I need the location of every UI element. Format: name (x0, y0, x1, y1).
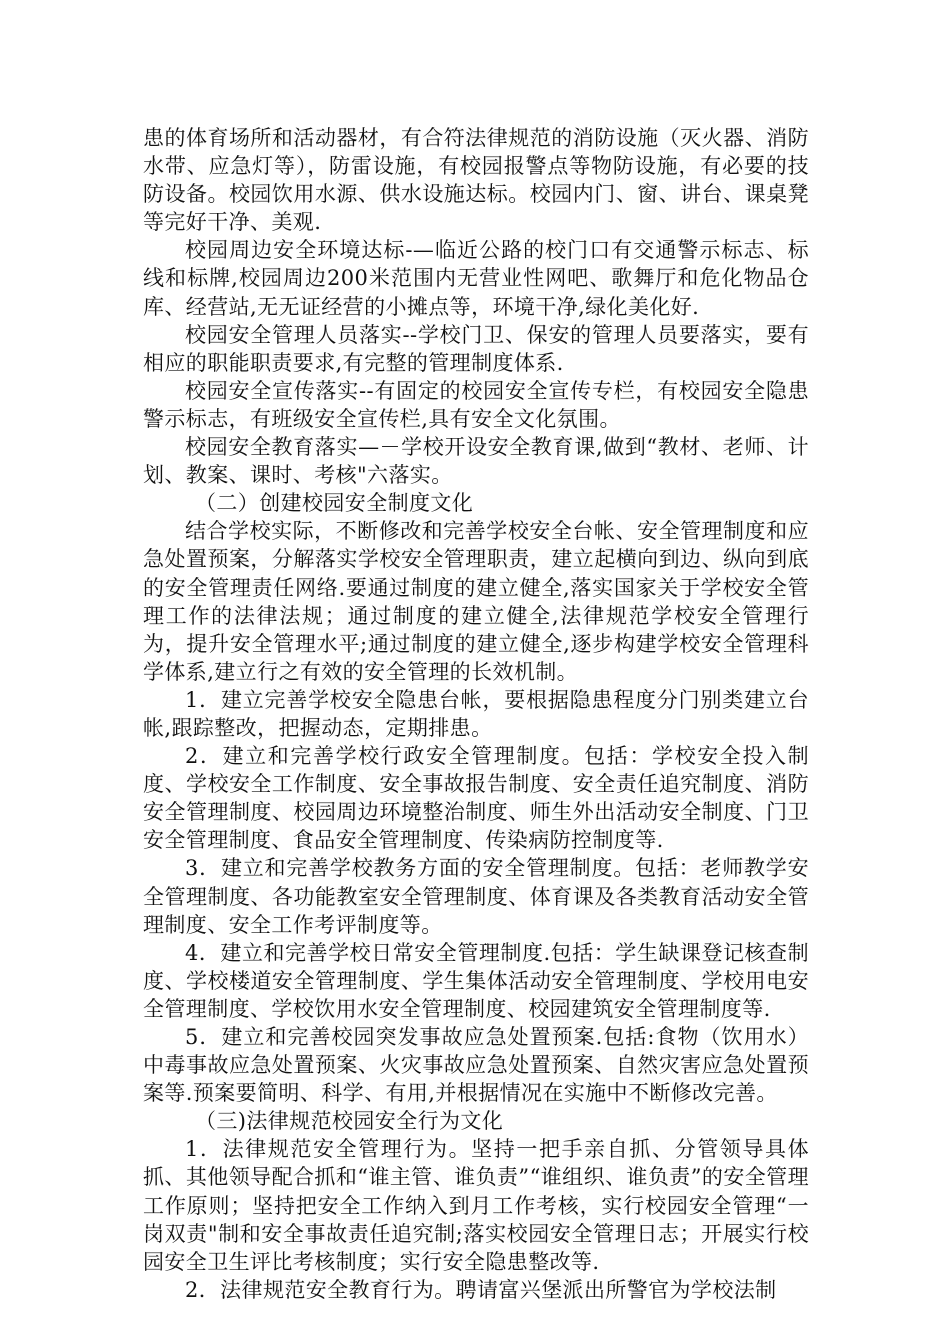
list-item-5: 5．建立和完善校园突发事故应急处置预案.包括:食物（饮用水）中毒事故应急处置预案、火灾事故应急处置预案、自然灾害应急处置预案等.预案要简明、科学、有用,并根据情况在实施中不断修改完善。 (143, 1025, 809, 1106)
list-item-2: 2．建立和完善学校行政安全管理制度。包括：学校安全投入制度、学校安全工作制度、安全事故报告制度、安全责任追究制度、消防安全管理制度、校园周边环境整治制度、师生外出活动安全制度、门卫安全管理制度、食品安全管理制度、传染病防控制度等. (143, 744, 809, 853)
paragraph-safety-education: 校园安全教育落实—－学校开设安全教育课,做到“教材、老师、计划、教案、课时、考核"六落实。 (143, 435, 809, 488)
list-item-3: 3．建立和完善学校教务方面的安全管理制度。包括：老师教学安全管理制度、各功能教室安全管理制度、体育课及各类教育活动安全管理制度、安全工作考评制度等。 (143, 856, 809, 937)
paragraph-facilities-continued: 患的体育场所和活动器材，有合符法律规范的消防设施（灭火器、消防水带、应急灯等），防雷设施，有校园报警点等物防设施，有必要的技防设备。校园饮用水源、供水设施达标。校园内门、窗、讲台、课桌凳等完好干净、美观. (143, 126, 809, 235)
list-item-behavior-1: 1．法律规范安全管理行为。坚持一把手亲自抓、分管领导具体抓、其他领导配合抓和“谁主管、谁负责”“谁组织、谁负责”的安全管理工作原则；坚持把安全工作纳入到月工作考核，实行校园安全管理“一岗双责"制和安全事故责任追究制;落实校园安全管理日志；开展实行校园安全卫生评比考核制度；实行安全隐患整改等. (143, 1137, 809, 1274)
section-heading-2: （二）创建校园安全制度文化 (195, 491, 474, 516)
list-item-4: 4．建立和完善学校日常安全管理制度.包括：学生缺课登记核查制度、学校楼道安全管理制度、学生集体活动安全管理制度、学校用电安全管理制度、学校饮用水安全管理制度、校园建筑安全管理制度等. (143, 940, 809, 1021)
paragraph-safety-publicity: 校园安全宣传落实--有固定的校园安全宣传专栏，有校园安全隐患警示标志，有班级安全宣传栏,具有安全文化氛围。 (143, 378, 809, 431)
list-item-behavior-2: 2．法律规范安全教育行为。聘请富兴堡派出所警官为学校法制 (185, 1277, 777, 1302)
paragraph-system-culture-intro: 结合学校实际，不断修改和完善学校安全台帐、安全管理制度和应急处置预案，分解落实学校安全管理职责，建立起横向到边、纵向到底的安全管理责任网络.要通过制度的建立健全,落实国家关于学校安全管理工作的法律法规；通过制度的建立健全,法律规范学校安全管理行为，提升安全管理水平;通过制度的建立健全,逐步构建学校安全管理科学体系,建立行之有效的安全管理的长效机制。 (143, 519, 809, 684)
document-body (143, 124, 809, 1304)
section-heading-3: （三)法律规范校园安全行为文化 (195, 1109, 504, 1134)
list-item-1: 1．建立完善学校安全隐患台帐，要根据隐患程度分门别类建立台帐,跟踪整改，把握动态，定期排患。 (143, 687, 809, 740)
paragraph-security-personnel: 校园安全管理人员落实--学校门卫、保安的管理人员要落实，要有相应的职能职责要求,有完整的管理制度体系. (143, 322, 809, 375)
paragraph-surrounding-environment: 校园周边安全环境达标-—临近公路的校门口有交通警示标志、标线和标牌,校园周边200米范围内无营业性网吧、歌舞厅和危化物品仓库、经营站,无无证经营的小摊点等，环境干净,绿化美化好. (143, 238, 809, 319)
